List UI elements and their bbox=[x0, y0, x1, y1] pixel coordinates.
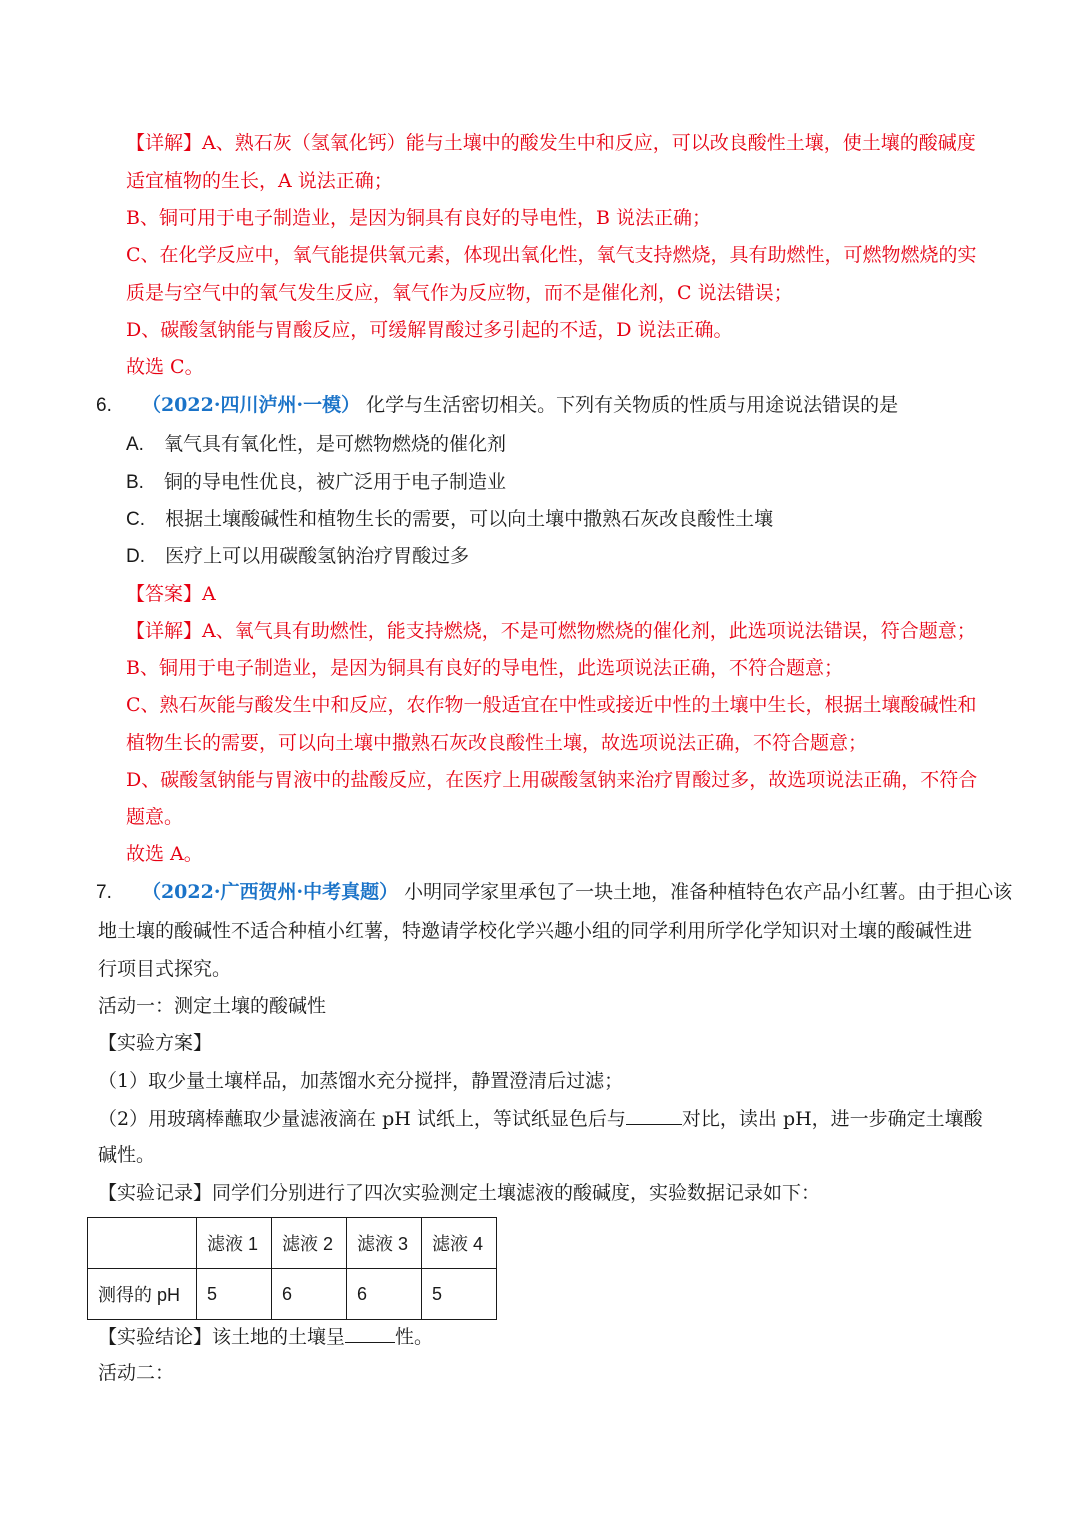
table-header-cell bbox=[88, 1218, 197, 1269]
record-heading: 【实验记录】同学们分别进行了四次实验测定土壤滤液的酸碱度，实验数据记录如下： bbox=[98, 1182, 821, 1204]
q6-explanation-line: 【详解】A、氧气具有助燃性，能支持燃烧，不是可燃物燃烧的催化剂，此选项说法错误，符合题意； bbox=[126, 620, 976, 642]
option-b bbox=[126, 470, 506, 494]
option-d bbox=[126, 544, 469, 568]
option-text: 根据土壤酸碱性和植物生长的需要，可以向土壤中撒熟石灰改良酸性土壤 bbox=[165, 508, 774, 530]
option-letter: A. bbox=[126, 434, 144, 455]
q6-explanation-line: B、铜用于电子制造业，是因为铜具有良好的导电性，此选项说法正确，不符合题意； bbox=[126, 657, 843, 679]
option-a bbox=[126, 432, 506, 456]
table-cell: 5 bbox=[422, 1269, 497, 1320]
option-text: 铜的导电性优良，被广泛用于电子制造业 bbox=[164, 471, 507, 493]
table-cell: 5 bbox=[197, 1269, 272, 1320]
conclusion-text: 性。 bbox=[395, 1326, 434, 1348]
option-text: 医疗上可以用碳酸氢钠治疗胃酸过多 bbox=[165, 545, 470, 567]
q5-explanation-line: C、在化学反应中，氧气能提供氧元素，体现出氧化性，氧气支持燃烧，具有助燃性，可燃物燃烧的实 bbox=[126, 244, 977, 266]
question-text: 小明同学家里承包了一块土地，准备种植特色农产品小红薯。由于担心该 bbox=[404, 881, 1013, 903]
q5-final-answer: 故选 C。 bbox=[126, 356, 204, 378]
q6-explanation-line: 题意。 bbox=[126, 806, 184, 828]
step-2 bbox=[98, 1106, 983, 1130]
q6-explanation-line: 植物生长的需要，可以向土壤中撒熟石灰改良酸性土壤，故选项说法正确，不符合题意； bbox=[126, 732, 868, 754]
table-cell: 6 bbox=[347, 1269, 422, 1320]
question-number: 6. bbox=[96, 395, 112, 416]
question-6-stem bbox=[96, 393, 898, 417]
q5-explanation-line: 【详解】A、熟石灰（氢氧化钙）能与土壤中的酸发生中和反应，可以改良酸性土壤，使土壤的酸碱度 bbox=[126, 132, 976, 154]
option-letter: D. bbox=[126, 546, 145, 567]
activity-1-heading: 活动一：测定土壤的酸碱性 bbox=[98, 995, 327, 1017]
question-number: 7. bbox=[96, 882, 112, 903]
table-header-row bbox=[88, 1218, 497, 1269]
table-cell: 6 bbox=[272, 1269, 347, 1320]
conclusion-text: 【实验结论】该土地的土壤呈 bbox=[98, 1326, 346, 1348]
ph-data-table bbox=[87, 1217, 497, 1320]
question-7-stem bbox=[96, 880, 1012, 904]
q5-explanation-line: D、碳酸氢钠能与胃酸反应，可缓解胃酸过多引起的不适，D 说法正确。 bbox=[126, 319, 733, 341]
q6-explanation-line: C、熟石灰能与酸发生中和反应，农作物一般适宜在中性或接近中性的土壤中生长，根据土壤酸碱性和 bbox=[126, 694, 977, 716]
answer-blank[interactable] bbox=[345, 1324, 395, 1343]
question-source: （2022·四川泸州·一模） bbox=[141, 394, 361, 416]
step-2-line-2: 碱性。 bbox=[98, 1144, 156, 1166]
q6-answer: 【答案】A bbox=[126, 583, 216, 605]
table-header-cell: 滤液 2 bbox=[272, 1218, 347, 1269]
step-2-text: （2）用玻璃棒蘸取少量滤液滴在 pH 试纸上，等试纸显色后与 bbox=[98, 1108, 626, 1130]
activity-2-heading: 活动二： bbox=[98, 1362, 175, 1384]
question-source: （2022·广西贺州·中考真题） bbox=[141, 881, 399, 903]
answer-blank[interactable] bbox=[626, 1106, 682, 1125]
q5-explanation-line: B、铜可用于电子制造业，是因为铜具有良好的导电性，B 说法正确； bbox=[126, 207, 711, 229]
q6-final-answer: 故选 A。 bbox=[126, 843, 203, 865]
step-1: （1）取少量土壤样品，加蒸馏水充分搅拌，静置澄清后过滤； bbox=[98, 1070, 624, 1092]
plan-heading: 【实验方案】 bbox=[98, 1032, 213, 1054]
option-letter: B. bbox=[126, 472, 144, 493]
table-row bbox=[88, 1269, 497, 1320]
table-row-label: 测得的 pH bbox=[88, 1269, 197, 1320]
step-2-text: 对比，读出 pH，进一步确定土壤酸 bbox=[681, 1108, 983, 1130]
question-text: 化学与生活密切相关。下列有关物质的性质与用途说法错误的是 bbox=[366, 394, 899, 416]
table-header-cell: 滤液 1 bbox=[197, 1218, 272, 1269]
q6-explanation-line: D、碳酸氢钠能与胃液中的盐酸反应，在医疗上用碳酸氢钠来治疗胃酸过多，故选项说法正确，不符合 bbox=[126, 769, 978, 791]
q5-explanation-line: 适宜植物的生长，A 说法正确； bbox=[126, 170, 393, 192]
q5-explanation-line: 质是与空气中的氧气发生反应，氧气作为反应物，而不是催化剂，C 说法错误； bbox=[126, 282, 793, 304]
option-letter: C. bbox=[126, 509, 145, 530]
option-c bbox=[126, 507, 773, 531]
question-7-stem-line: 行项目式探究。 bbox=[98, 958, 232, 980]
option-text: 氧气具有氧化性，是可燃物燃烧的催化剂 bbox=[164, 433, 507, 455]
conclusion bbox=[98, 1324, 433, 1348]
question-7-stem-line: 地土壤的酸碱性不适合种植小红薯，特邀请学校化学兴趣小组的同学利用所学化学知识对土壤的酸碱性进 bbox=[98, 920, 973, 942]
table-header-cell: 滤液 3 bbox=[347, 1218, 422, 1269]
table-header-cell: 滤液 4 bbox=[422, 1218, 497, 1269]
